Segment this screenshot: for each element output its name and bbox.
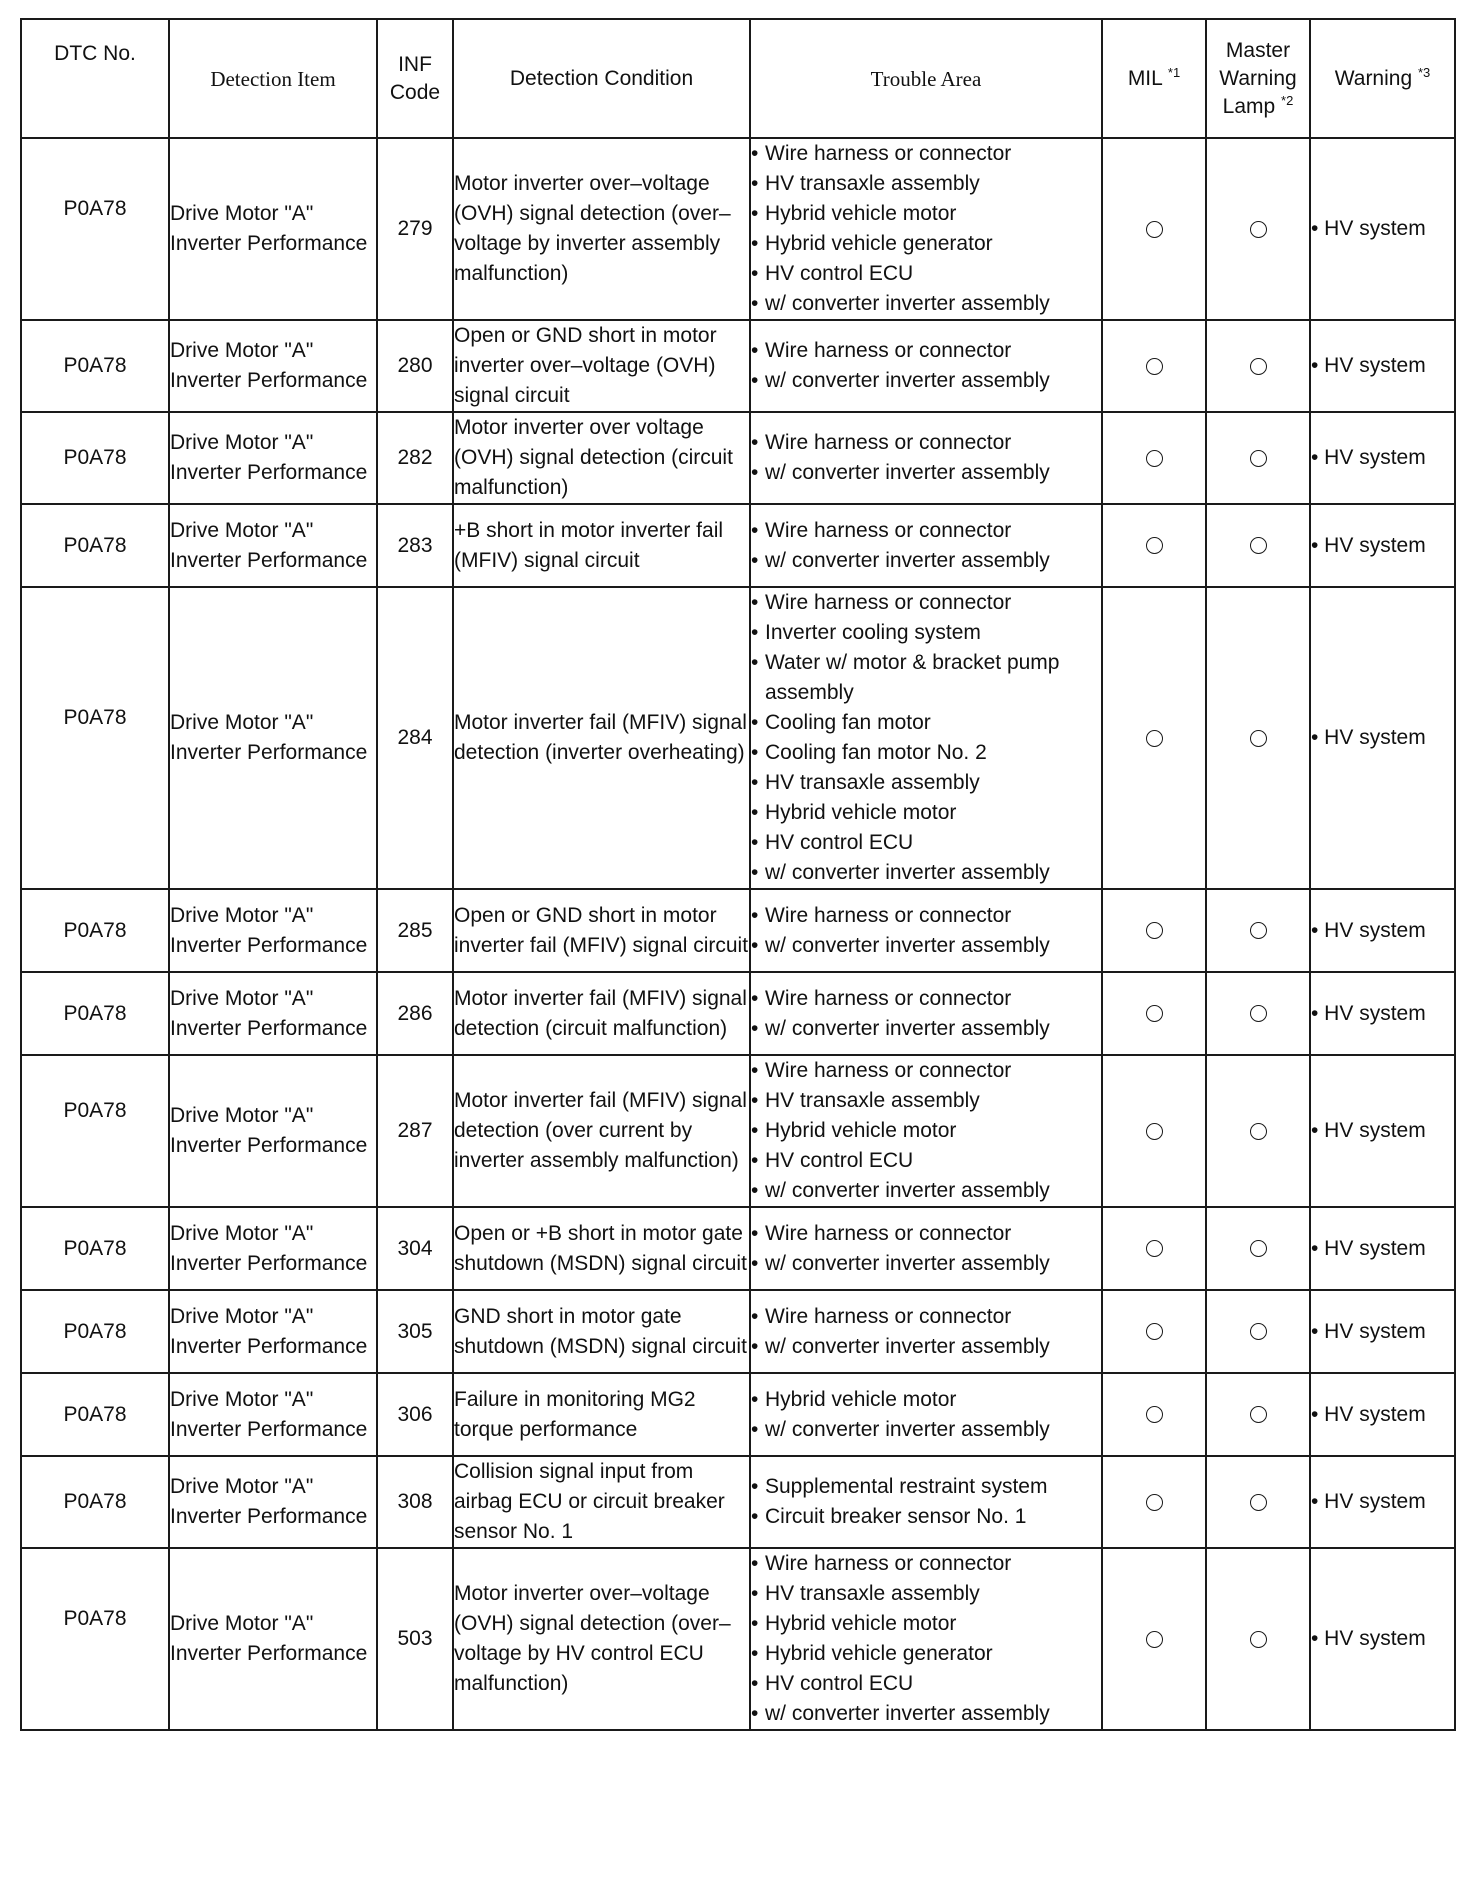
table-row <box>21 138 1455 320</box>
master-warning-circle-icon <box>1250 1323 1267 1340</box>
trouble-area-list <box>751 901 1101 961</box>
trouble-area-item: • Wire harness or connector <box>751 1219 1101 1249</box>
cell-trouble-area <box>750 972 1102 1055</box>
trouble-area-list <box>751 1385 1101 1445</box>
trouble-area-list <box>751 1056 1101 1206</box>
cell-detection-condition: Motor inverter over–voltage (OVH) signal detection (over–voltage by inverter assembly malfunction) <box>453 138 750 320</box>
trouble-area-item: • w/ converter inverter assembly <box>751 858 1101 888</box>
mil-circle-icon <box>1146 1494 1163 1511</box>
cell-detection-item: Drive Motor "A" Inverter Performance <box>169 1373 377 1456</box>
cell-warning: • HV system <box>1310 320 1455 412</box>
cell-detection-condition: +B short in motor inverter fail (MFIV) signal circuit <box>453 504 750 587</box>
trouble-area-item: • Inverter cooling system <box>751 618 1101 648</box>
trouble-area-item: • w/ converter inverter assembly <box>751 366 1101 396</box>
trouble-area-item: • HV transaxle assembly <box>751 1579 1101 1609</box>
cell-mil <box>1102 138 1206 320</box>
trouble-area-item: • HV transaxle assembly <box>751 1086 1101 1116</box>
trouble-area-item: • Hybrid vehicle motor <box>751 798 1101 828</box>
cell-detection-item: Drive Motor "A" Inverter Performance <box>169 587 377 889</box>
table-row <box>21 889 1455 972</box>
cell-warning: • HV system <box>1310 1290 1455 1373</box>
cell-dtc-no: P0A78 <box>21 972 169 1055</box>
cell-trouble-area <box>750 889 1102 972</box>
trouble-area-item: • HV transaxle assembly <box>751 768 1101 798</box>
cell-warning: • HV system <box>1310 587 1455 889</box>
trouble-area-item: • w/ converter inverter assembly <box>751 1415 1101 1445</box>
cell-warning: • HV system <box>1310 412 1455 504</box>
cell-trouble-area <box>750 1290 1102 1373</box>
trouble-area-list <box>751 1302 1101 1362</box>
cell-mil <box>1102 1207 1206 1290</box>
table-row <box>21 972 1455 1055</box>
cell-warning: • HV system <box>1310 972 1455 1055</box>
cell-dtc-no: P0A78 <box>21 1207 169 1290</box>
cell-detection-item: Drive Motor "A" Inverter Performance <box>169 412 377 504</box>
table-row <box>21 1055 1455 1207</box>
cell-warning: • HV system <box>1310 1055 1455 1207</box>
cell-mil <box>1102 504 1206 587</box>
cell-dtc-no: P0A78 <box>21 587 169 889</box>
table-row <box>21 587 1455 889</box>
header-detection-item: Detection Item <box>169 19 377 138</box>
cell-dtc-no: P0A78 <box>21 138 169 320</box>
cell-dtc-no: P0A78 <box>21 504 169 587</box>
trouble-area-item: • w/ converter inverter assembly <box>751 931 1101 961</box>
dtc-document-page <box>20 18 1456 1731</box>
cell-warning: • HV system <box>1310 504 1455 587</box>
trouble-area-item: • w/ converter inverter assembly <box>751 1249 1101 1279</box>
cell-master-warning-lamp <box>1206 504 1310 587</box>
trouble-area-item: • w/ converter inverter assembly <box>751 289 1101 319</box>
trouble-area-list <box>751 984 1101 1044</box>
header-row <box>21 19 1455 138</box>
cell-inf-code: 284 <box>377 587 453 889</box>
cell-master-warning-lamp <box>1206 889 1310 972</box>
trouble-area-item: • HV control ECU <box>751 1146 1101 1176</box>
trouble-area-list <box>751 428 1101 488</box>
trouble-area-item: • Hybrid vehicle motor <box>751 199 1101 229</box>
dtc-table <box>20 18 1456 1731</box>
cell-mil <box>1102 1290 1206 1373</box>
master-warning-circle-icon <box>1250 1240 1267 1257</box>
cell-dtc-no: P0A78 <box>21 1290 169 1373</box>
header-master-warning-lamp: Master Warning Lamp $^{*2}$ <box>1206 19 1310 138</box>
cell-dtc-no: P0A78 <box>21 1373 169 1456</box>
trouble-area-item: • Wire harness or connector <box>751 428 1101 458</box>
cell-dtc-no: P0A78 <box>21 1548 169 1730</box>
trouble-area-list <box>751 1549 1101 1729</box>
table-row <box>21 504 1455 587</box>
trouble-area-item: • HV control ECU <box>751 828 1101 858</box>
cell-master-warning-lamp <box>1206 1456 1310 1548</box>
master-warning-circle-icon <box>1250 358 1267 375</box>
trouble-area-item: • Hybrid vehicle generator <box>751 229 1101 259</box>
cell-dtc-no: P0A78 <box>21 1456 169 1548</box>
trouble-area-item: • Wire harness or connector <box>751 1302 1101 1332</box>
cell-detection-item: Drive Motor "A" Inverter Performance <box>169 1290 377 1373</box>
cell-detection-condition: Motor inverter fail (MFIV) signal detection (circuit malfunction) <box>453 972 750 1055</box>
trouble-area-item: • Wire harness or connector <box>751 1056 1101 1086</box>
header-mil: MIL $^{*1}$ <box>1102 19 1206 138</box>
cell-master-warning-lamp <box>1206 587 1310 889</box>
trouble-area-item: • Hybrid vehicle motor <box>751 1609 1101 1639</box>
trouble-area-list <box>751 1219 1101 1279</box>
master-warning-circle-icon <box>1250 730 1267 747</box>
master-warning-circle-icon <box>1250 1123 1267 1140</box>
cell-detection-item: Drive Motor "A" Inverter Performance <box>169 889 377 972</box>
cell-master-warning-lamp <box>1206 1207 1310 1290</box>
cell-dtc-no: P0A78 <box>21 1055 169 1207</box>
trouble-area-item: • HV transaxle assembly <box>751 169 1101 199</box>
cell-detection-condition: GND short in motor gate shutdown (MSDN) signal circuit <box>453 1290 750 1373</box>
cell-master-warning-lamp <box>1206 412 1310 504</box>
mil-circle-icon <box>1146 1005 1163 1022</box>
trouble-area-item: • Wire harness or connector <box>751 1549 1101 1579</box>
table-row <box>21 412 1455 504</box>
mil-circle-icon <box>1146 1631 1163 1648</box>
table-row <box>21 1290 1455 1373</box>
cell-warning: • HV system <box>1310 138 1455 320</box>
cell-trouble-area <box>750 1456 1102 1548</box>
cell-trouble-area <box>750 587 1102 889</box>
cell-warning: • HV system <box>1310 889 1455 972</box>
cell-detection-condition: Motor inverter over–voltage (OVH) signal detection (over–voltage by HV control ECU malfunction) <box>453 1548 750 1730</box>
trouble-area-list <box>751 588 1101 888</box>
cell-detection-condition: Failure in monitoring MG2 torque performance <box>453 1373 750 1456</box>
master-warning-circle-icon <box>1250 450 1267 467</box>
cell-warning: • HV system <box>1310 1207 1455 1290</box>
mil-circle-icon <box>1146 537 1163 554</box>
master-warning-circle-icon <box>1250 1494 1267 1511</box>
trouble-area-item: • w/ converter inverter assembly <box>751 458 1101 488</box>
master-warning-circle-icon <box>1250 922 1267 939</box>
cell-detection-item: Drive Motor "A" Inverter Performance <box>169 320 377 412</box>
trouble-area-item: • Wire harness or connector <box>751 588 1101 618</box>
trouble-area-item: • Wire harness or connector <box>751 336 1101 366</box>
cell-trouble-area <box>750 412 1102 504</box>
cell-master-warning-lamp <box>1206 1055 1310 1207</box>
header-dtc-no: DTC No. <box>21 19 169 138</box>
trouble-area-item: • Wire harness or connector <box>751 984 1101 1014</box>
cell-trouble-area <box>750 138 1102 320</box>
cell-mil <box>1102 320 1206 412</box>
cell-detection-condition: Open or GND short in motor inverter fail (MFIV) signal circuit <box>453 889 750 972</box>
cell-detection-condition: Motor inverter fail (MFIV) signal detection (over current by inverter assembly malfunction) <box>453 1055 750 1207</box>
table-row <box>21 1373 1455 1456</box>
cell-inf-code: 283 <box>377 504 453 587</box>
cell-detection-condition: Motor inverter fail (MFIV) signal detection (inverter overheating) <box>453 587 750 889</box>
cell-detection-item: Drive Motor "A" Inverter Performance <box>169 504 377 587</box>
cell-mil <box>1102 972 1206 1055</box>
header-inf-code: INF Code <box>377 19 453 138</box>
master-warning-circle-icon <box>1250 221 1267 238</box>
trouble-area-item: • w/ converter inverter assembly <box>751 1699 1101 1729</box>
cell-inf-code: 285 <box>377 889 453 972</box>
cell-detection-item: Drive Motor "A" Inverter Performance <box>169 1548 377 1730</box>
trouble-area-item: • Water w/ motor & bracket pump assembly <box>751 648 1101 708</box>
cell-dtc-no: P0A78 <box>21 889 169 972</box>
trouble-area-list <box>751 1472 1101 1532</box>
mil-circle-icon <box>1146 922 1163 939</box>
cell-detection-item: Drive Motor "A" Inverter Performance <box>169 1055 377 1207</box>
cell-detection-condition: Collision signal input from airbag ECU or circuit breaker sensor No. 1 <box>453 1456 750 1548</box>
table-row <box>21 1207 1455 1290</box>
trouble-area-item: • Wire harness or connector <box>751 516 1101 546</box>
cell-inf-code: 282 <box>377 412 453 504</box>
table-row <box>21 1548 1455 1730</box>
cell-detection-condition: Open or +B short in motor gate shutdown (MSDN) signal circuit <box>453 1207 750 1290</box>
table-row <box>21 1456 1455 1548</box>
cell-inf-code: 503 <box>377 1548 453 1730</box>
header-detection-condition: Detection Condition <box>453 19 750 138</box>
trouble-area-item: • Supplemental restraint system <box>751 1472 1101 1502</box>
mil-circle-icon <box>1146 450 1163 467</box>
cell-detection-condition: Motor inverter over voltage (OVH) signal detection (circuit malfunction) <box>453 412 750 504</box>
cell-master-warning-lamp <box>1206 1290 1310 1373</box>
table-row <box>21 320 1455 412</box>
mil-circle-icon <box>1146 1406 1163 1423</box>
mil-circle-icon <box>1146 730 1163 747</box>
cell-mil <box>1102 889 1206 972</box>
trouble-area-item: • w/ converter inverter assembly <box>751 1332 1101 1362</box>
trouble-area-item: • w/ converter inverter assembly <box>751 1176 1101 1206</box>
cell-detection-item: Drive Motor "A" Inverter Performance <box>169 138 377 320</box>
cell-inf-code: 308 <box>377 1456 453 1548</box>
cell-mil <box>1102 1548 1206 1730</box>
cell-detection-item: Drive Motor "A" Inverter Performance <box>169 1456 377 1548</box>
trouble-area-item: • Circuit breaker sensor No. 1 <box>751 1502 1101 1532</box>
cell-master-warning-lamp <box>1206 1373 1310 1456</box>
cell-master-warning-lamp <box>1206 320 1310 412</box>
trouble-area-item: • Cooling fan motor <box>751 708 1101 738</box>
master-warning-circle-icon <box>1250 1631 1267 1648</box>
master-warning-circle-icon <box>1250 537 1267 554</box>
trouble-area-list <box>751 336 1101 396</box>
cell-detection-item: Drive Motor "A" Inverter Performance <box>169 972 377 1055</box>
master-warning-circle-icon <box>1250 1406 1267 1423</box>
cell-dtc-no: P0A78 <box>21 320 169 412</box>
cell-inf-code: 304 <box>377 1207 453 1290</box>
mil-circle-icon <box>1146 1240 1163 1257</box>
trouble-area-item: • Hybrid vehicle motor <box>751 1385 1101 1415</box>
mil-circle-icon <box>1146 1123 1163 1140</box>
trouble-area-item: • Hybrid vehicle generator <box>751 1639 1101 1669</box>
trouble-area-item: • w/ converter inverter assembly <box>751 546 1101 576</box>
trouble-area-item: • HV control ECU <box>751 259 1101 289</box>
cell-trouble-area <box>750 1055 1102 1207</box>
header-trouble-area: Trouble Area <box>750 19 1102 138</box>
cell-mil <box>1102 1456 1206 1548</box>
cell-mil <box>1102 1373 1206 1456</box>
cell-inf-code: 306 <box>377 1373 453 1456</box>
cell-trouble-area <box>750 320 1102 412</box>
cell-trouble-area <box>750 1548 1102 1730</box>
trouble-area-item: • Wire harness or connector <box>751 901 1101 931</box>
trouble-area-list <box>751 516 1101 576</box>
cell-master-warning-lamp <box>1206 1548 1310 1730</box>
cell-master-warning-lamp <box>1206 972 1310 1055</box>
trouble-area-item: • Cooling fan motor No. 2 <box>751 738 1101 768</box>
cell-detection-condition: Open or GND short in motor inverter over–voltage (OVH) signal circuit <box>453 320 750 412</box>
cell-mil <box>1102 412 1206 504</box>
cell-mil <box>1102 1055 1206 1207</box>
mil-circle-icon <box>1146 1323 1163 1340</box>
master-warning-circle-icon <box>1250 1005 1267 1022</box>
mil-circle-icon <box>1146 221 1163 238</box>
cell-warning: • HV system <box>1310 1373 1455 1456</box>
cell-warning: • HV system <box>1310 1456 1455 1548</box>
cell-inf-code: 305 <box>377 1290 453 1373</box>
cell-inf-code: 287 <box>377 1055 453 1207</box>
cell-trouble-area <box>750 1373 1102 1456</box>
cell-inf-code: 286 <box>377 972 453 1055</box>
cell-warning: • HV system <box>1310 1548 1455 1730</box>
cell-inf-code: 279 <box>377 138 453 320</box>
cell-inf-code: 280 <box>377 320 453 412</box>
mil-circle-icon <box>1146 358 1163 375</box>
cell-dtc-no: P0A78 <box>21 412 169 504</box>
cell-detection-item: Drive Motor "A" Inverter Performance <box>169 1207 377 1290</box>
trouble-area-item: • w/ converter inverter assembly <box>751 1014 1101 1044</box>
dtc-table-body <box>21 138 1455 1730</box>
trouble-area-list <box>751 139 1101 319</box>
cell-trouble-area <box>750 504 1102 587</box>
header-warning: Warning $^{*3}$ <box>1310 19 1455 138</box>
trouble-area-item: • Wire harness or connector <box>751 139 1101 169</box>
trouble-area-item: • Hybrid vehicle motor <box>751 1116 1101 1146</box>
cell-mil <box>1102 587 1206 889</box>
trouble-area-item: • HV control ECU <box>751 1669 1101 1699</box>
cell-trouble-area <box>750 1207 1102 1290</box>
cell-master-warning-lamp <box>1206 138 1310 320</box>
